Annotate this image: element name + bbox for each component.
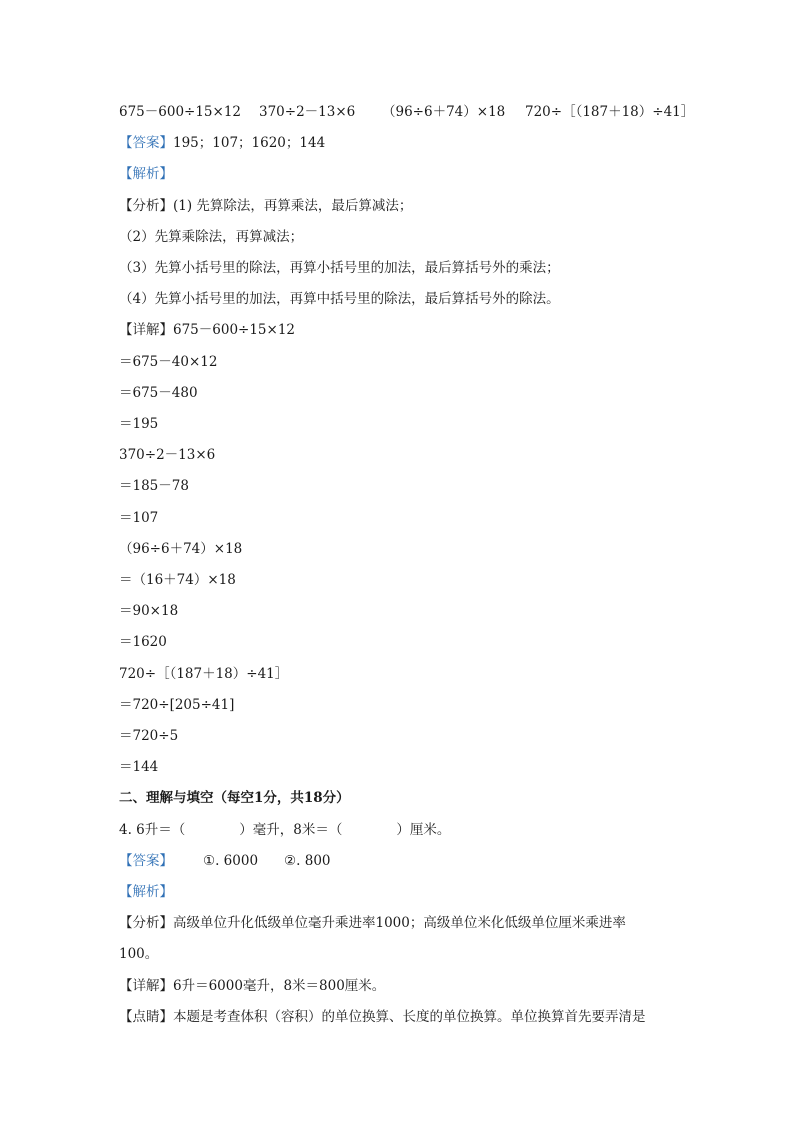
- answer-tag: 【答案】: [119, 135, 173, 151]
- expression-2: 370÷2－13×6: [259, 104, 356, 120]
- step-line: ＝675－480: [119, 385, 198, 401]
- q4-dianjing: [119, 1008, 646, 1026]
- detail-text: 6升＝6000毫升，8米＝800厘米。: [173, 978, 386, 994]
- expression-4: 720÷［（187＋18）÷41］: [525, 104, 695, 120]
- step-line: ＝107: [119, 510, 159, 526]
- q4-question: 4. 6升＝（ ）毫升，8米＝（ ）厘米。: [119, 822, 451, 838]
- detail-tag: 【详解】: [119, 978, 173, 994]
- answer-text: 195；107；1620；144: [173, 135, 326, 151]
- q3-detail-first: [119, 321, 295, 339]
- q4-jiexi-tag: 【解析】: [119, 884, 173, 900]
- q4-analysis-line1: [119, 914, 626, 932]
- analysis-tag: 【分析】: [119, 198, 173, 214]
- step-line: ＝（16＋74）×18: [119, 572, 236, 588]
- detail-tag: 【详解】: [119, 322, 173, 338]
- answer-1: ①. 6000: [203, 853, 259, 869]
- step-line: （96÷6＋74）×18: [119, 541, 243, 557]
- q3-analysis-4: （4）先算小括号里的加法，再算中括号里的除法，最后算括号外的除法。: [119, 291, 560, 307]
- step-line: ＝720÷5: [119, 728, 179, 744]
- q3-jiexi-tag: 【解析】: [119, 166, 173, 182]
- q3-analysis-2: （2）先算乘除法，再算减法；: [119, 229, 304, 245]
- dianjing-text: 本题是考查体积（容积）的单位换算、长度的单位换算。单位换算首先要弄清是: [173, 1009, 646, 1025]
- q3-analysis-3: （3）先算小括号里的除法，再算小括号里的加法，最后算括号外的乘法；: [119, 260, 560, 276]
- q4-analysis-line2: 100。: [119, 946, 159, 962]
- q3-analysis-1: [119, 197, 412, 215]
- step-line: ＝185－78: [119, 478, 189, 494]
- analysis-text-1: (1) 先算除法，再算乘法，最后算减法；: [173, 198, 413, 214]
- detail-expression: 675－600÷15×12: [173, 322, 296, 338]
- expression-1: 675－600÷15×12: [119, 104, 242, 120]
- q4-detail: [119, 977, 385, 995]
- answer-2: ②. 800: [284, 853, 331, 869]
- problem-expressions: [119, 103, 699, 121]
- step-line: 720÷［（187＋18）÷41］: [119, 666, 289, 682]
- step-line: ＝720÷[205÷41]: [119, 697, 235, 713]
- analysis-text: 高级单位升化低级单位毫升乘进率1000；高级单位米化低级单位厘米乘进率: [173, 915, 626, 931]
- step-line: ＝1620: [119, 634, 167, 650]
- step-line: ＝144: [119, 759, 159, 775]
- step-line: ＝195: [119, 416, 159, 432]
- step-line: ＝675－40×12: [119, 354, 218, 370]
- dianjing-tag: 【点睛】: [119, 1009, 173, 1025]
- step-line: ＝90×18: [119, 603, 179, 619]
- q3-answer: [119, 134, 325, 152]
- step-line: 370÷2－13×6: [119, 447, 216, 463]
- answer-tag: 【答案】: [119, 853, 173, 869]
- analysis-tag: 【分析】: [119, 915, 173, 931]
- expression-3: （96÷6＋74）×18: [382, 104, 506, 120]
- section-title: 二、理解与填空（每空1分，共18分）: [119, 790, 350, 806]
- q4-answer: [119, 852, 331, 870]
